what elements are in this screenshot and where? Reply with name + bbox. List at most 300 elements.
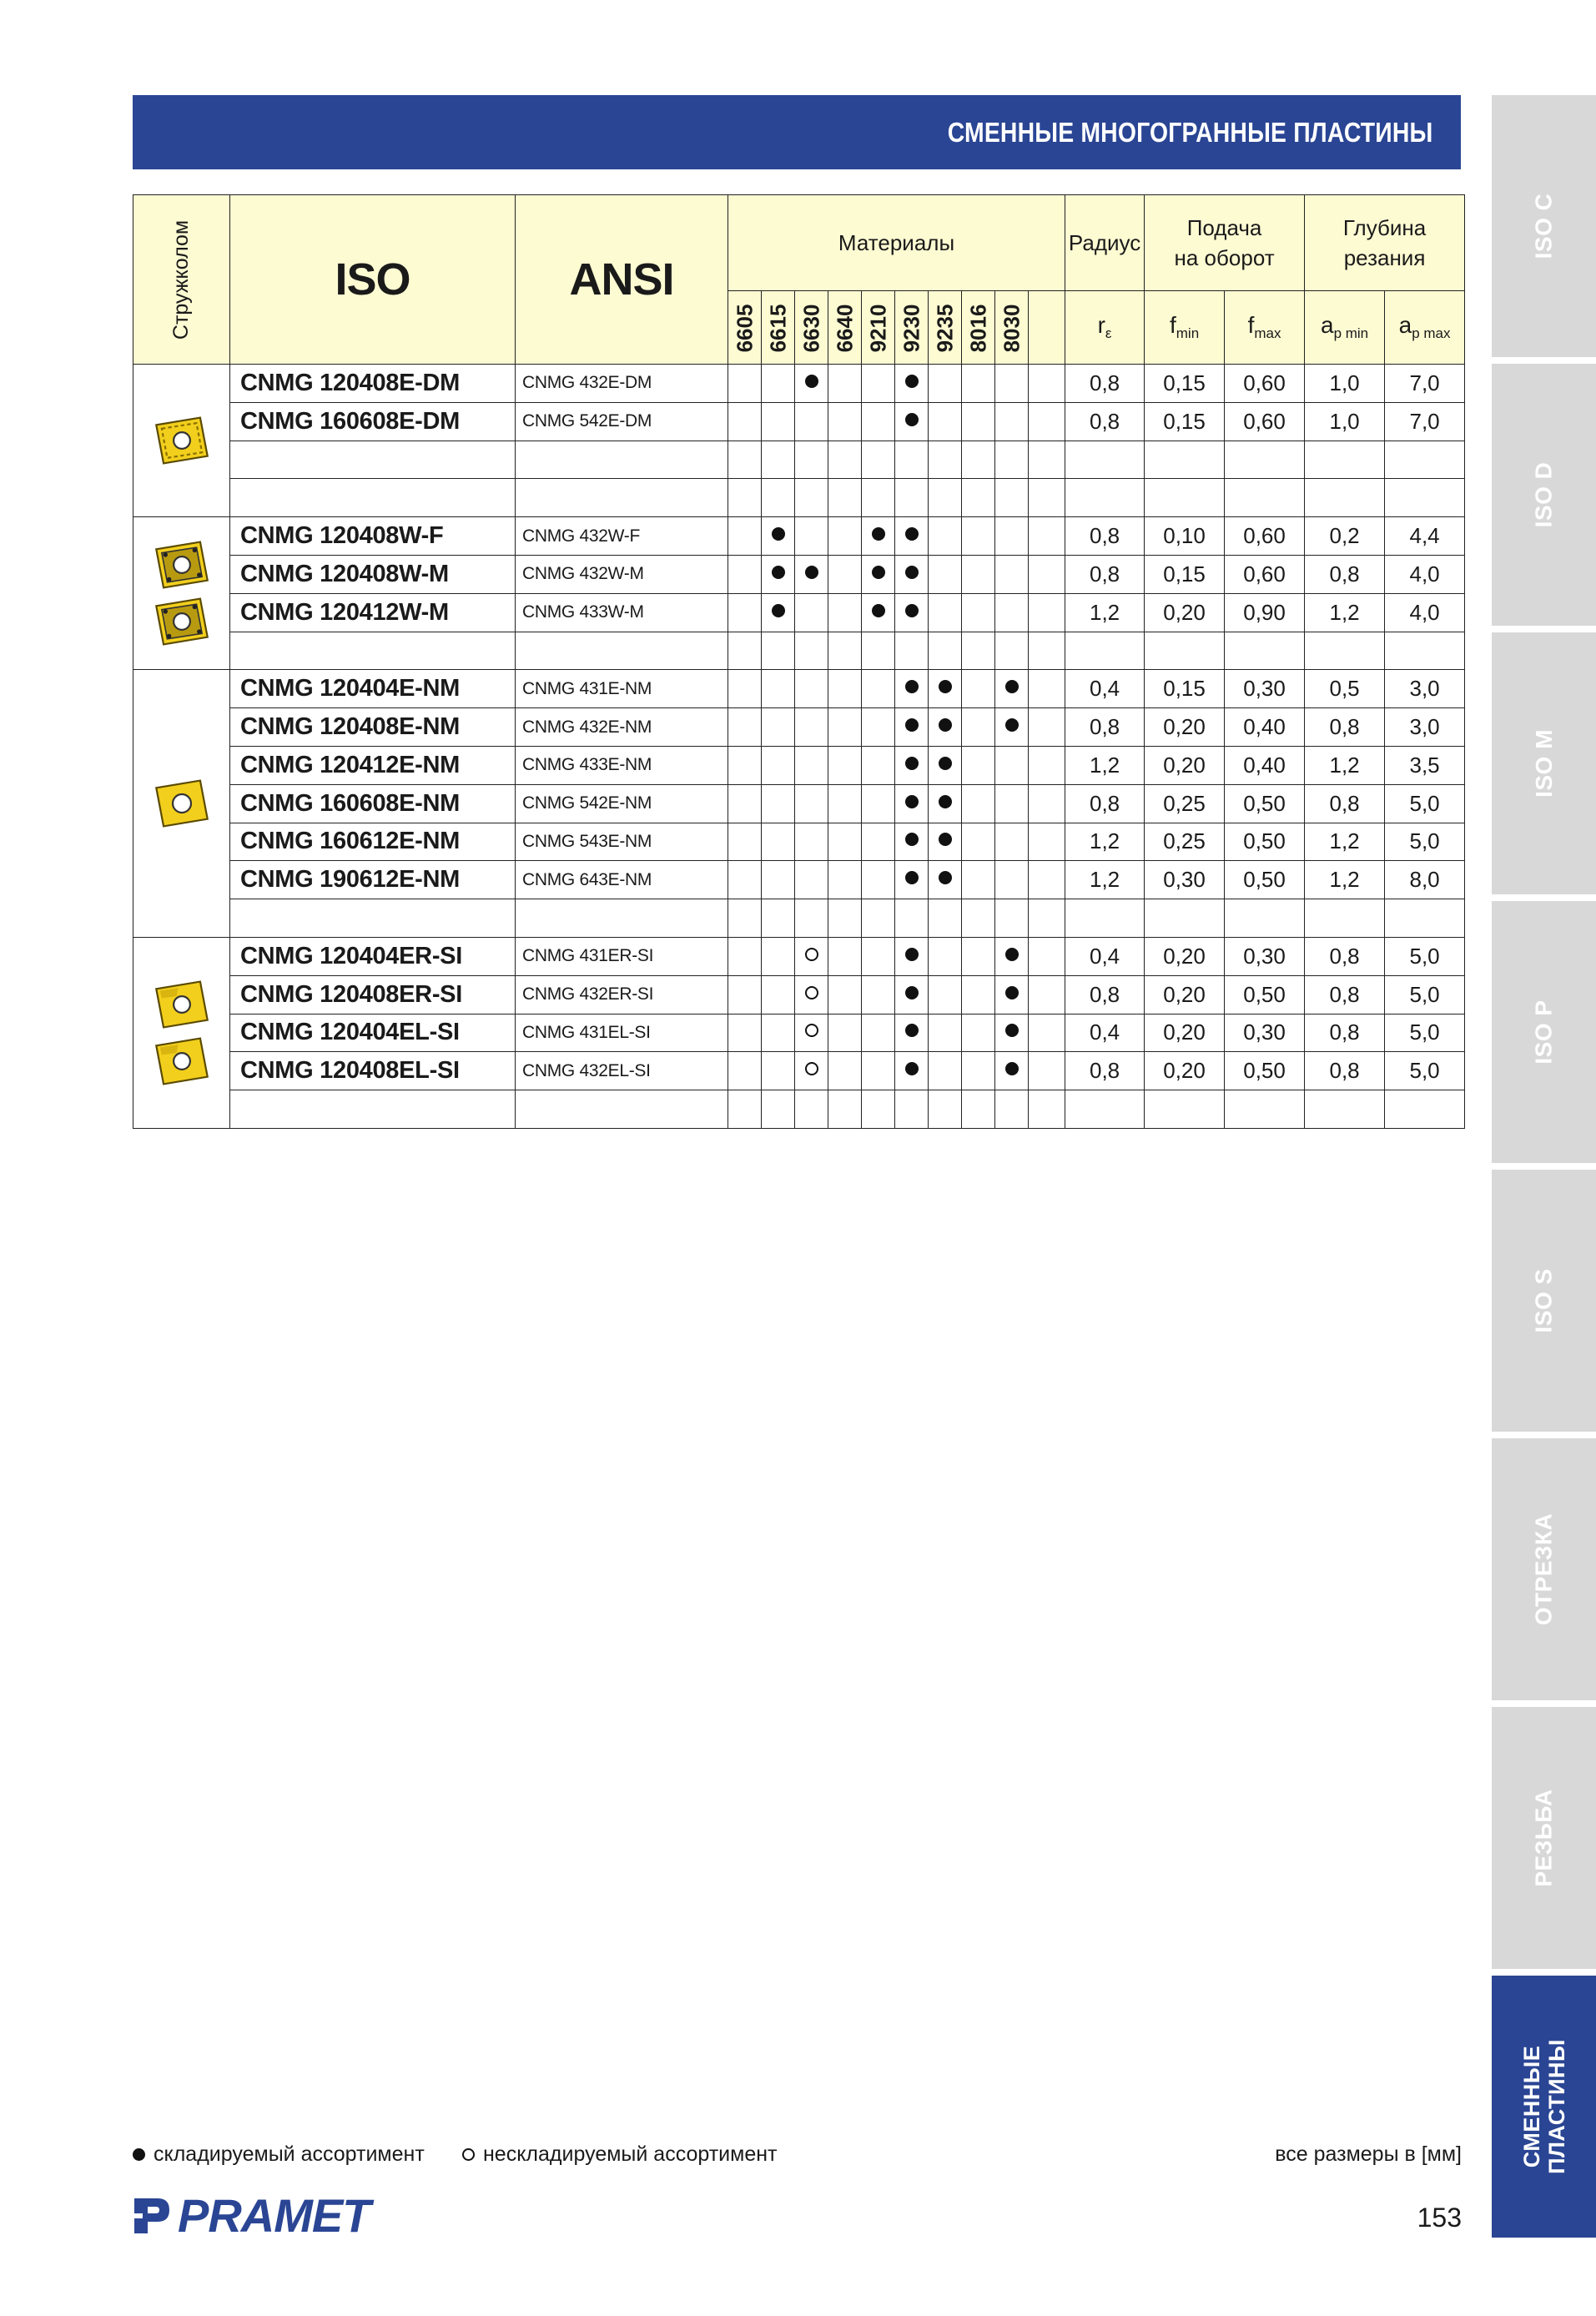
feed-min-value	[1145, 632, 1225, 670]
grade-cell-8030	[995, 1052, 1029, 1090]
grade-cell-9210	[862, 402, 895, 441]
pramet-logo-icon	[133, 2195, 173, 2237]
depth-min-value: 0,8	[1305, 784, 1385, 823]
grade-cell-9210	[862, 861, 895, 899]
side-tab-1[interactable]	[1492, 364, 1596, 626]
radius-value: 1,2	[1065, 861, 1145, 899]
symbol-sub: p max	[1412, 325, 1451, 342]
side-tab-label: РЕЗЬБА	[1530, 1789, 1557, 1887]
grade-cell-9210	[862, 365, 895, 403]
depth-min-value: 1,2	[1305, 861, 1385, 899]
table-row	[133, 1014, 1465, 1052]
grade-cell-8030	[995, 746, 1029, 784]
grade-cell-8016	[962, 899, 995, 938]
grade-cell-spacer	[1029, 365, 1065, 403]
grade-label: 6605	[732, 304, 757, 352]
grade-cell-spacer	[1029, 937, 1065, 975]
grade-cell-9210	[862, 746, 895, 784]
stock-dot-icon	[772, 527, 785, 541]
stock-dot-icon	[905, 1062, 919, 1075]
grade-header-6615	[762, 290, 795, 364]
stock-dot-icon	[939, 757, 952, 770]
stock-dot-icon	[905, 375, 919, 388]
grade-header-9210	[862, 290, 895, 364]
legend-stock	[133, 2142, 425, 2167]
stock-dot-icon	[905, 1024, 919, 1037]
grade-cell-6605	[728, 365, 762, 403]
feed-max-value: 0,50	[1225, 861, 1305, 899]
grade-cell-spacer	[1029, 784, 1065, 823]
depth-max-value	[1385, 899, 1465, 938]
feed-max-value: 0,30	[1225, 937, 1305, 975]
radius-value: 0,4	[1065, 937, 1145, 975]
side-tab-7[interactable]	[1492, 1976, 1596, 2238]
nonstock-dot-icon	[805, 948, 818, 961]
grade-cell-spacer	[1029, 975, 1065, 1014]
iso-code: CNMG 160612E-NM	[230, 823, 516, 861]
grade-cell-9235	[929, 555, 962, 593]
stock-dot-icon	[1005, 986, 1019, 999]
grade-cell-6615	[762, 441, 795, 479]
feed-min-value: 0,25	[1145, 823, 1225, 861]
grade-cell-8016	[962, 937, 995, 975]
depth-max-value: 3,0	[1385, 708, 1465, 747]
stock-dot-icon	[1005, 680, 1019, 693]
depth-max-value	[1385, 441, 1465, 479]
grade-cell-8016	[962, 861, 995, 899]
grade-label: 6630	[798, 304, 823, 352]
grade-cell-6640	[828, 1052, 862, 1090]
header-iso: ISO	[230, 195, 516, 365]
iso-code: CNMG 120408W-M	[230, 555, 516, 593]
feed-min-value: 0,20	[1145, 937, 1225, 975]
symbol-sub: ε	[1105, 325, 1112, 342]
grade-cell-6640	[828, 593, 862, 632]
stock-dot-icon	[772, 566, 785, 579]
grade-cell-6630	[795, 402, 828, 441]
stock-dot-icon	[905, 680, 919, 693]
filled-dot-icon	[133, 2148, 145, 2161]
insert-dm-icon	[133, 412, 229, 469]
side-tab-label: СМЕННЫЕ ПЛАСТИНЫ	[1518, 2039, 1569, 2174]
grade-cell-6605	[728, 899, 762, 938]
ansi-code: CNMG 431EL-SI	[516, 1014, 728, 1052]
grade-cell-9210	[862, 555, 895, 593]
grade-cell-9230	[895, 479, 929, 517]
grade-cell-6640	[828, 899, 862, 938]
grade-cell-6605	[728, 479, 762, 517]
depth-max-value	[1385, 632, 1465, 670]
grade-cell-8030	[995, 975, 1029, 1014]
grade-cell-6615	[762, 632, 795, 670]
grade-header-8016	[962, 290, 995, 364]
header-feed: Подача на оборот	[1145, 195, 1305, 291]
radius-value	[1065, 1090, 1145, 1129]
table-row	[133, 365, 1465, 403]
grade-cell-6615	[762, 517, 795, 556]
grade-cell-8030	[995, 670, 1029, 708]
side-tab-2[interactable]	[1492, 632, 1596, 894]
iso-code: CNMG 190612E-NM	[230, 861, 516, 899]
grade-cell-9210	[862, 670, 895, 708]
iso-code: CNMG 120408W-F	[230, 517, 516, 556]
iso-code: CNMG 120404ER-SI	[230, 937, 516, 975]
grade-cell-9235	[929, 402, 962, 441]
depth-max-value: 3,0	[1385, 670, 1465, 708]
grade-cell-8016	[962, 1014, 995, 1052]
grade-cell-6640	[828, 975, 862, 1014]
grade-header-8030	[995, 290, 1029, 364]
grade-cell-9210	[862, 975, 895, 1014]
grade-cell-9235	[929, 784, 962, 823]
grade-cell-6605	[728, 441, 762, 479]
table-row-empty	[133, 899, 1465, 938]
grade-cell-8016	[962, 1090, 995, 1129]
grade-cell-6615	[762, 1052, 795, 1090]
grade-cell-6605	[728, 555, 762, 593]
grade-cell-9235	[929, 670, 962, 708]
grade-cell-6630	[795, 365, 828, 403]
grade-label: 9230	[899, 304, 924, 352]
side-tab-3[interactable]	[1492, 901, 1596, 1163]
grade-cell-9235	[929, 899, 962, 938]
feed-min-value	[1145, 441, 1225, 479]
feed-min-value: 0,10	[1145, 517, 1225, 556]
grade-label: 8016	[965, 304, 990, 352]
grade-cell-9235	[929, 975, 962, 1014]
depth-max-value: 5,0	[1385, 975, 1465, 1014]
feed-min-value: 0,20	[1145, 746, 1225, 784]
symbol-apmax	[1385, 290, 1465, 364]
feed-min-value: 0,15	[1145, 365, 1225, 403]
grade-header-spacer	[1029, 290, 1065, 364]
feed-max-value: 0,50	[1225, 975, 1305, 1014]
grade-cell-6605	[728, 517, 762, 556]
stock-dot-icon	[905, 718, 919, 732]
grade-cell-6630	[795, 441, 828, 479]
grade-cell-6615	[762, 708, 795, 747]
grade-cell-6640	[828, 365, 862, 403]
grade-cell-9235	[929, 708, 962, 747]
depth-max-value	[1385, 1090, 1465, 1129]
iso-code: CNMG 120408ER-SI	[230, 975, 516, 1014]
grade-cell-6630	[795, 746, 828, 784]
grade-cell-8030	[995, 593, 1029, 632]
grade-cell-6605	[728, 861, 762, 899]
ansi-code: CNMG 433E-NM	[516, 746, 728, 784]
grade-cell-6615	[762, 784, 795, 823]
grade-cell-9210	[862, 441, 895, 479]
side-tab-label: ОТРЕЗКА	[1530, 1513, 1557, 1626]
table-row-empty	[133, 632, 1465, 670]
stock-dot-icon	[939, 680, 952, 693]
feed-max-value	[1225, 899, 1305, 938]
grade-cell-6615	[762, 1090, 795, 1129]
grade-cell-6615	[762, 479, 795, 517]
side-tab-label: ISO C	[1530, 193, 1557, 259]
grade-cell-spacer	[1029, 899, 1065, 938]
depth-max-value: 3,5	[1385, 746, 1465, 784]
symbol-r	[1065, 290, 1145, 364]
stock-dot-icon	[1005, 948, 1019, 961]
feed-max-value: 0,60	[1225, 517, 1305, 556]
iso-code	[230, 1090, 516, 1129]
depth-min-value: 1,2	[1305, 746, 1385, 784]
table-row	[133, 937, 1465, 975]
grade-cell-6605	[728, 632, 762, 670]
grade-cell-spacer	[1029, 708, 1065, 747]
grade-cell-6605	[728, 823, 762, 861]
depth-min-value	[1305, 479, 1385, 517]
stock-dot-icon	[805, 375, 818, 388]
radius-value: 1,2	[1065, 746, 1145, 784]
insert-sil-icon	[133, 1033, 229, 1090]
grade-cell-6605	[728, 402, 762, 441]
grade-cell-spacer	[1029, 479, 1065, 517]
stock-dot-icon	[905, 527, 919, 541]
grade-header-9235	[929, 290, 962, 364]
grade-cell-9230	[895, 899, 929, 938]
grade-cell-spacer	[1029, 746, 1065, 784]
depth-max-value: 5,0	[1385, 1052, 1465, 1090]
nonstock-dot-icon	[805, 1062, 818, 1075]
depth-min-value: 0,8	[1305, 937, 1385, 975]
iso-code: CNMG 120408EL-SI	[230, 1052, 516, 1090]
symbol-fmax	[1225, 290, 1305, 364]
stock-dot-icon	[1005, 1024, 1019, 1037]
side-tab-0[interactable]	[1492, 95, 1596, 357]
grade-cell-6640	[828, 937, 862, 975]
grade-cell-8030	[995, 937, 1029, 975]
grade-cell-9230	[895, 441, 929, 479]
grade-cell-8030	[995, 823, 1029, 861]
stock-dot-icon	[939, 718, 952, 732]
grade-label: 8030	[999, 304, 1024, 352]
symbol-main: a	[1320, 312, 1334, 339]
grade-cell-6630	[795, 861, 828, 899]
grade-label: 6615	[765, 304, 790, 352]
ansi-code: CNMG 432W-M	[516, 555, 728, 593]
depth-max-value: 4,4	[1385, 517, 1465, 556]
grade-header-6640	[828, 290, 862, 364]
grade-cell-6640	[828, 708, 862, 747]
ansi-code: CNMG 432W-F	[516, 517, 728, 556]
depth-max-value: 5,0	[1385, 937, 1465, 975]
grade-cell-6605	[728, 708, 762, 747]
side-tab-5[interactable]	[1492, 1438, 1596, 1700]
grade-cell-8030	[995, 555, 1029, 593]
table-row	[133, 670, 1465, 708]
ansi-code	[516, 899, 728, 938]
radius-value: 1,2	[1065, 823, 1145, 861]
stock-dot-icon	[905, 413, 919, 426]
grade-cell-9235	[929, 746, 962, 784]
grade-cell-8016	[962, 365, 995, 403]
feed-max-value	[1225, 441, 1305, 479]
feed-min-value: 0,20	[1145, 1052, 1225, 1090]
grade-cell-8030	[995, 632, 1029, 670]
grade-cell-8030	[995, 861, 1029, 899]
grade-cell-9210	[862, 1090, 895, 1129]
grade-cell-9235	[929, 479, 962, 517]
grade-header-6605	[728, 290, 762, 364]
side-tab-6[interactable]	[1492, 1707, 1596, 1969]
stock-dot-icon	[905, 948, 919, 961]
feed-min-value: 0,30	[1145, 861, 1225, 899]
grade-cell-spacer	[1029, 1090, 1065, 1129]
depth-max-value: 4,0	[1385, 593, 1465, 632]
grade-cell-8016	[962, 441, 995, 479]
grade-cell-9230	[895, 823, 929, 861]
legend-stock-label: складируемый ассортимент	[154, 2142, 425, 2166]
grade-cell-9235	[929, 937, 962, 975]
grade-cell-spacer	[1029, 670, 1065, 708]
grade-cell-6640	[828, 746, 862, 784]
insert-wm-icon	[133, 593, 229, 650]
grade-cell-8030	[995, 708, 1029, 747]
table-row	[133, 975, 1465, 1014]
grade-cell-9210	[862, 823, 895, 861]
grade-cell-8016	[962, 746, 995, 784]
grade-cell-9230	[895, 746, 929, 784]
grade-cell-6605	[728, 593, 762, 632]
grade-cell-6615	[762, 746, 795, 784]
grade-cell-6630	[795, 593, 828, 632]
side-tab-label: ISO D	[1530, 461, 1557, 528]
grade-cell-8016	[962, 975, 995, 1014]
radius-value: 0,4	[1065, 670, 1145, 708]
grade-cell-9235	[929, 861, 962, 899]
grade-cell-9230	[895, 1014, 929, 1052]
ansi-code: CNMG 432ER-SI	[516, 975, 728, 1014]
symbol-sub: max	[1254, 325, 1281, 342]
header-depth: Глубина резания	[1305, 195, 1465, 291]
feed-min-value: 0,25	[1145, 784, 1225, 823]
radius-value: 0,8	[1065, 975, 1145, 1014]
feed-max-value: 0,60	[1225, 402, 1305, 441]
ansi-code: CNMG 432E-NM	[516, 708, 728, 747]
symbol-main: a	[1398, 312, 1412, 339]
header-chipbreaker-label: Стружколом	[169, 219, 194, 340]
grade-cell-8016	[962, 708, 995, 747]
stock-dot-icon	[905, 871, 919, 884]
side-tab-4[interactable]	[1492, 1170, 1596, 1432]
grade-cell-9210	[862, 784, 895, 823]
grade-label: 9235	[932, 304, 957, 352]
ansi-code	[516, 632, 728, 670]
grade-cell-6640	[828, 632, 862, 670]
table-row	[133, 402, 1465, 441]
stock-dot-icon	[905, 795, 919, 808]
stock-dot-icon	[1005, 718, 1019, 732]
feed-min-value: 0,20	[1145, 975, 1225, 1014]
feed-max-value: 0,50	[1225, 1052, 1305, 1090]
grade-cell-6615	[762, 670, 795, 708]
depth-max-value: 5,0	[1385, 784, 1465, 823]
insert-nm-icon	[133, 775, 229, 832]
table-row-empty	[133, 1090, 1465, 1129]
stock-dot-icon	[1005, 1062, 1019, 1075]
stock-dot-icon	[805, 566, 818, 579]
ansi-code: CNMG 433W-M	[516, 593, 728, 632]
grade-cell-9230	[895, 670, 929, 708]
grade-cell-6640	[828, 670, 862, 708]
grade-cell-8016	[962, 784, 995, 823]
chipbreaker-image-cell	[133, 365, 230, 517]
grade-cell-6630	[795, 670, 828, 708]
side-tab-label: ISO M	[1530, 729, 1557, 798]
grade-cell-8030	[995, 784, 1029, 823]
grade-cell-spacer	[1029, 632, 1065, 670]
grade-cell-6630	[795, 937, 828, 975]
radius-value: 0,8	[1065, 1052, 1145, 1090]
grade-cell-9210	[862, 937, 895, 975]
grade-cell-spacer	[1029, 441, 1065, 479]
grade-cell-9230	[895, 593, 929, 632]
hollow-dot-icon	[462, 2148, 475, 2161]
grade-cell-6605	[728, 670, 762, 708]
feed-max-value: 0,30	[1225, 1014, 1305, 1052]
ansi-code: CNMG 431ER-SI	[516, 937, 728, 975]
grade-cell-6630	[795, 823, 828, 861]
grade-cell-spacer	[1029, 402, 1065, 441]
depth-max-value: 4,0	[1385, 555, 1465, 593]
grade-label: 9210	[865, 304, 890, 352]
table-row	[133, 861, 1465, 899]
depth-min-value	[1305, 1090, 1385, 1129]
feed-max-value: 0,40	[1225, 746, 1305, 784]
grade-cell-8016	[962, 402, 995, 441]
grade-cell-6630	[795, 1052, 828, 1090]
iso-code	[230, 441, 516, 479]
table-row	[133, 555, 1465, 593]
feed-min-value	[1145, 899, 1225, 938]
grade-cell-6630	[795, 708, 828, 747]
symbol-fmin	[1145, 290, 1225, 364]
symbol-sub: min	[1176, 325, 1200, 342]
grade-cell-6615	[762, 365, 795, 403]
grade-cell-6605	[728, 1052, 762, 1090]
grade-cell-6615	[762, 975, 795, 1014]
depth-min-value: 0,8	[1305, 555, 1385, 593]
iso-code: CNMG 120412E-NM	[230, 746, 516, 784]
grade-cell-6630	[795, 784, 828, 823]
radius-value: 1,2	[1065, 593, 1145, 632]
brand-logo	[133, 2189, 370, 2242]
grade-cell-spacer	[1029, 1014, 1065, 1052]
grade-cell-6605	[728, 1090, 762, 1129]
iso-code: CNMG 160608E-DM	[230, 402, 516, 441]
depth-min-value: 1,2	[1305, 823, 1385, 861]
side-tab-label: ISO S	[1530, 1268, 1557, 1333]
grade-cell-8030	[995, 479, 1029, 517]
grade-cell-8016	[962, 823, 995, 861]
ansi-code	[516, 479, 728, 517]
grade-cell-8016	[962, 1052, 995, 1090]
depth-max-value: 8,0	[1385, 861, 1465, 899]
grade-cell-6630	[795, 1014, 828, 1052]
stock-dot-icon	[905, 566, 919, 579]
grade-cell-9210	[862, 632, 895, 670]
depth-min-value: 1,2	[1305, 593, 1385, 632]
iso-code: CNMG 160608E-NM	[230, 784, 516, 823]
side-tab-label: ISO P	[1530, 999, 1557, 1065]
feed-max-value: 0,90	[1225, 593, 1305, 632]
grade-label: 6640	[832, 304, 857, 352]
grade-cell-8030	[995, 1090, 1029, 1129]
ansi-code: CNMG 432E-DM	[516, 365, 728, 403]
depth-min-value: 0,8	[1305, 708, 1385, 747]
